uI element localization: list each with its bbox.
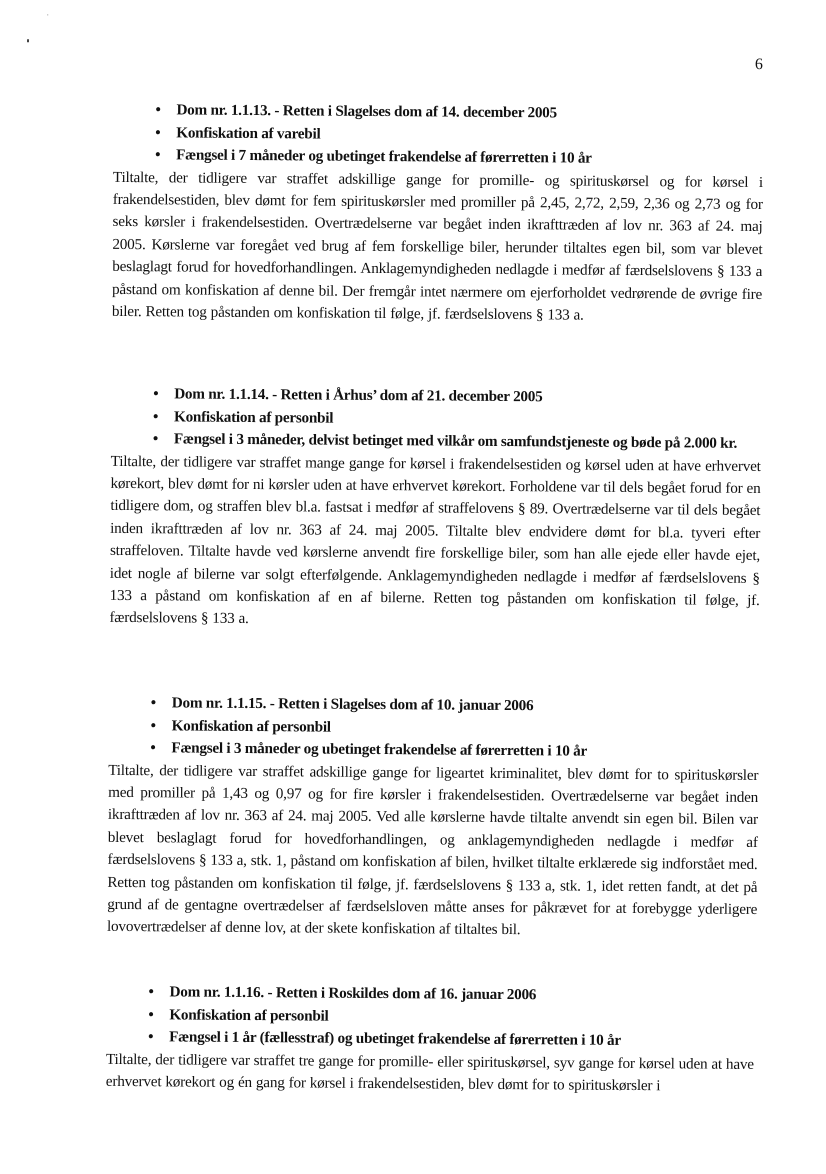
bullet-text: Dom nr. 1.1.16. - Retten i Roskildes dom af 16. januar 2006 [169, 983, 537, 1004]
bullet-icon: • [150, 739, 156, 757]
page-number: 6 [754, 55, 763, 74]
bullet-icon: • [153, 407, 159, 425]
case-section-1113 [112, 99, 764, 328]
bullet-icon: • [153, 385, 159, 403]
bullet-text: Konfiskation af personbil [171, 716, 331, 736]
bullet-text: Konfiskation af personbil [169, 1005, 329, 1025]
case-description: Tiltalte, der tidligere var straffet mange gange for kørsel i frakendelsestiden og kørsel uden at have erhvervet kørekort, blev dømt for ni kørsler uden at have erhvervet kørekort. Forholdene var til dels begået forud for en tidligere dom, og straffen blev bl.a. fastsat i medfør af straffelovens § 89. Overtrædelserne var til dels begået inden ikrafttræden af lov nr. 363 af 24. maj 2005. Tiltalte blev endvidere dømt for bl.a. tyveri efter straffeloven. Tiltalte havde ved kørslerne anvendt fire forskellige biler, som han alle ejede eller havde ejet, idet nogle af bilerne var solgt efterfølgende. Anklagemyndigheden nedlagde i medfør af færdselslovens § 133 a påstand om konfiskation af en af bilerne. Retten tog påstanden om konfiskation til følge, jf. færdselslovens § 133 a. [109, 452, 761, 628]
case-description: Tiltalte, der tidligere var straffet tre gange for promille- eller spirituskørsel, syv gange for kørsel uden at have erhvervet kørekort og én gang for kørsel i frakendelsestiden, blev dømt for to spirituskørsler i [105, 1050, 754, 1095]
bullet-icon: • [155, 123, 161, 141]
case-summary-list [113, 99, 764, 172]
bullet-text: Dom nr. 1.1.15. - Retten i Slagelses dom af 10. januar 2006 [171, 694, 534, 715]
scan-speck [47, 14, 48, 15]
bullet-text: Dom nr. 1.1.14. - Retten i Århus’ dom af 21. december 2005 [174, 385, 543, 406]
bullet-icon: • [152, 430, 159, 448]
case-description: Tiltalte, der tidligere var straffet adskillige gange for ligeartet kriminalitet, blev dømt for to spirituskørsler med promiller på 1,43 og 0,97 og for fire kørsler i frakendelsestiden. Overtrædelserne var begået inden ikrafttræden af lov nr. 363 af 24. maj 2005. Ved alle kørslerne havde tiltalte anvendt sin egen bil. Bilen var blevet beslaglagt forud for hovedforhandlingen, og anklagemyndigheden nedlagde i medfør af færdselslovens § 133 a, stk. 1, påstand om konfiskation af bilen, hvilket tiltalte erklærede sig indforstået med. Retten tog påstanden om konfiskation til følge, jf. færdselslovens § 133 a, stk. 1, idet retten fandt, at det på grund af de gentagne overtrædelser af færdselsloven måtte anses for påkrævet for at forebygge yderligere lovovertrædelser af denne lov, at der skete konfiskation af tiltaltes bil. [106, 761, 759, 939]
case-description: Tiltalte, der tidligere var straffet adskillige gange for promille- og spirituskørsel og for kørsel i frakendelsestiden, blev dømt for fem spirituskørsler med promiller på 2,45, 2,72, 2,59, 2,36 og 2,73 og for seks kørsler i frakendelsestiden. Overtrædelserne var begået inden ikrafttræden af lov nr. 363 af 24. maj 2005. Kørslerne var foregået ved brug af fem forskellige biler, herunder tiltaltes egen bil, som var blevet beslaglagt forud for hovedforhandlingen. Anklagemyndigheden nedlagde i medfør af færdselslovens § 133 a påstand om konfiskation af denne bil. Der fremgår intet nærmere om ejerforholdet vedrørende de øvrige fire biler. Retten tog påstanden om konfiskation til følge, jf. færdselslovens § 133 a. [111, 168, 763, 324]
case-summary-list [108, 692, 759, 765]
bullet-text: Fængsel i 7 måneder og ubetinget frakendelse af førerretten i 10 år [176, 146, 592, 167]
case-summary-list [111, 383, 762, 456]
bullet-text: Konfiskation af varebil [176, 123, 321, 143]
bullet-text: Fængsel i 1 år (fællesstraf) og ubetinget frakendelse af førerretten i 10 år [169, 1028, 621, 1049]
bullet-icon: • [155, 101, 161, 119]
bullet-text: Fængsel i 3 måneder og ubetinget frakendelse af førerretten i 10 år [171, 739, 588, 760]
bullet-icon: • [150, 716, 156, 734]
case-summary-list [106, 981, 757, 1054]
bullet-icon: • [150, 694, 156, 712]
case-section-1115 [107, 692, 759, 944]
case-section-1116 [106, 981, 757, 1098]
case-section-1114 [109, 383, 761, 635]
bullet-icon: • [155, 146, 161, 164]
bullet-text: Konfiskation af personbil [173, 407, 334, 427]
scan-speck [27, 39, 29, 42]
bullet-icon: • [148, 983, 154, 1001]
bullet-text: Dom nr. 1.1.13. - Retten i Slagelses dom af 14. december 2005 [176, 101, 557, 122]
bullet-icon: • [148, 1028, 154, 1046]
bullet-text: Fængsel i 3 måneder, delvist betinget med vilkår om samfundstjeneste og bøde på 2.000 kr. [173, 430, 738, 452]
bullet-icon: • [148, 1005, 154, 1023]
